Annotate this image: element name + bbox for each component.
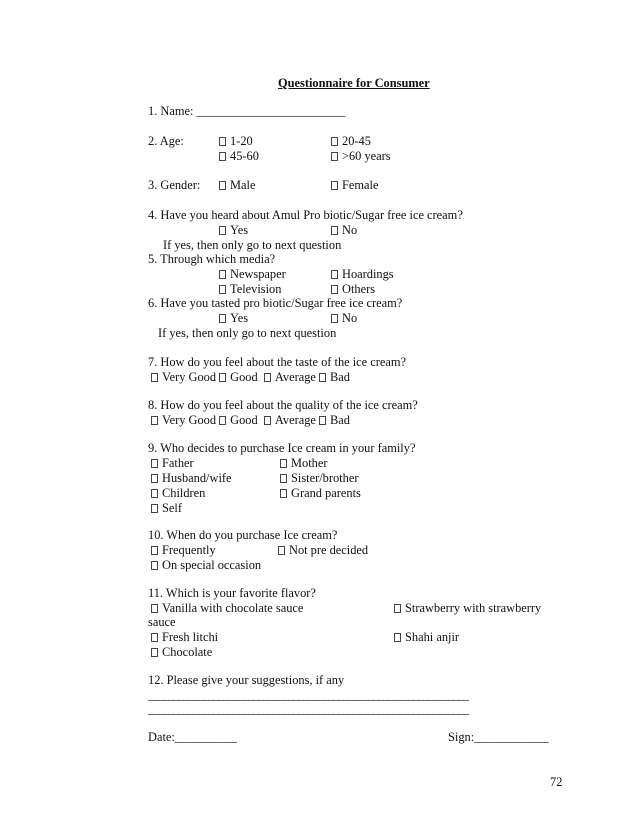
purchase-option-label: Not pre decided: [289, 543, 369, 557]
decider-option-mother[interactable]: [280, 456, 327, 470]
flavor-option-chocolate[interactable]: [151, 645, 212, 659]
quality-options: [151, 413, 350, 427]
decider-option-label: Sister/brother: [291, 471, 359, 485]
checkbox-icon[interactable]: [264, 373, 271, 382]
quality-option-label: Bad: [330, 413, 351, 427]
flavor-option-label: Chocolate: [162, 645, 213, 659]
checkbox-icon[interactable]: [278, 546, 285, 555]
checkbox-icon[interactable]: [280, 474, 287, 483]
checkbox-icon[interactable]: [219, 270, 226, 279]
purchase-option-label: Frequently: [162, 543, 216, 557]
age-option-label: >60 years: [342, 149, 391, 163]
decider-option-self[interactable]: [151, 501, 182, 515]
media-option-label: Television: [230, 282, 282, 296]
checkbox-icon[interactable]: [219, 226, 226, 235]
checkbox-icon[interactable]: [331, 270, 338, 279]
tasted-option-label: Yes: [230, 311, 249, 325]
flavor-option-fresh-litchi[interactable]: [151, 630, 218, 644]
taste-option-very-good[interactable]: [151, 370, 216, 384]
purchase-question-label: 10. When do you purchase Ice cream?: [148, 528, 338, 542]
taste-options: [151, 370, 350, 384]
checkbox-icon[interactable]: [331, 314, 338, 323]
checkbox-icon[interactable]: [264, 416, 271, 425]
decider-option-label: Grand parents: [291, 486, 361, 500]
page-title: Questionnaire for Consumer: [278, 76, 430, 90]
checkbox-icon[interactable]: [280, 489, 287, 498]
purchase-option-frequently[interactable]: [151, 543, 216, 557]
suggestions-line-1[interactable]: ________________________________________________________________: [148, 688, 468, 702]
checkbox-icon[interactable]: [219, 152, 226, 161]
media-question-label: 5. Through which media?: [148, 252, 276, 266]
flavor-option-label: Vanilla with chocolate sauce: [162, 601, 304, 615]
checkbox-icon[interactable]: [151, 373, 158, 382]
age-option-label: 1-20: [230, 134, 253, 148]
decider-option-husband-wife[interactable]: [151, 471, 232, 485]
heard-option-yes[interactable]: [219, 223, 248, 237]
decider-option-label: Husband/wife: [162, 471, 232, 485]
purchase-option-special-occasion[interactable]: [151, 558, 261, 572]
flavor-option-label: Strawberry with strawberry: [405, 601, 542, 615]
checkbox-icon[interactable]: [151, 648, 158, 657]
flavor-option-label: Fresh litchi: [162, 630, 219, 644]
page-number: 72: [550, 775, 563, 789]
checkbox-icon[interactable]: [151, 546, 158, 555]
decider-option-label: Self: [162, 501, 182, 515]
quality-question-label: 8. How do you feel about the quality of the ice cream?: [148, 398, 418, 412]
purchase-option-label: On special occasion: [162, 558, 262, 572]
checkbox-icon[interactable]: [331, 181, 338, 190]
checkbox-icon[interactable]: [331, 152, 338, 161]
gender-option-female[interactable]: [331, 178, 378, 192]
checkbox-icon[interactable]: [331, 226, 338, 235]
quality-option-good[interactable]: [219, 413, 258, 427]
checkbox-icon[interactable]: [219, 314, 226, 323]
sign-field[interactable]: Sign:____________: [448, 730, 549, 744]
checkbox-icon[interactable]: [319, 416, 326, 425]
checkbox-icon[interactable]: [394, 633, 401, 642]
age-option-2[interactable]: [331, 134, 371, 148]
checkbox-icon[interactable]: [151, 633, 158, 642]
flavor-option-vanilla[interactable]: [151, 601, 303, 615]
quality-option-label: Good: [230, 413, 258, 427]
age-option-1[interactable]: [219, 134, 253, 148]
age-option-label: 20-45: [342, 134, 371, 148]
checkbox-icon[interactable]: [319, 373, 326, 382]
taste-option-label: Good: [230, 370, 258, 384]
checkbox-icon[interactable]: [219, 373, 226, 382]
decider-option-label: Children: [162, 486, 206, 500]
gender-option-label: Female: [342, 178, 379, 192]
media-option-label: Hoardings: [342, 267, 394, 281]
checkbox-icon[interactable]: [219, 416, 226, 425]
media-option-television[interactable]: [219, 282, 281, 296]
taste-option-label: Average: [274, 370, 316, 384]
checkbox-icon[interactable]: [219, 285, 226, 294]
checkbox-icon[interactable]: [151, 489, 158, 498]
flavor-option-strawberry[interactable]: [394, 601, 541, 615]
decider-option-sister-brother[interactable]: [280, 471, 358, 485]
checkbox-icon[interactable]: [219, 137, 226, 146]
name-question: 1. Name: ________________________: [148, 104, 346, 118]
gender-question-label: 3. Gender:: [148, 178, 201, 192]
age-option-4[interactable]: [331, 149, 391, 163]
decider-option-father[interactable]: [151, 456, 194, 470]
taste-option-label: Very Good: [162, 370, 217, 384]
date-field[interactable]: Date:__________: [148, 730, 237, 744]
taste-option-good[interactable]: [219, 370, 258, 384]
taste-option-average[interactable]: [264, 370, 316, 384]
media-option-newspaper[interactable]: [219, 267, 286, 281]
decider-option-label: Mother: [291, 456, 328, 470]
flavor-option-shahi-anjir[interactable]: [394, 630, 459, 644]
quality-option-average[interactable]: [264, 413, 316, 427]
media-option-others[interactable]: [331, 282, 375, 296]
age-option-3[interactable]: [219, 149, 259, 163]
checkbox-icon[interactable]: [331, 137, 338, 146]
checkbox-icon[interactable]: [151, 561, 158, 570]
checkbox-icon[interactable]: [219, 181, 226, 190]
checkbox-icon[interactable]: [151, 604, 158, 613]
decider-option-label: Father: [162, 456, 194, 470]
heard-question-label: 4. Have you heard about Amul Pro biotic/Sugar free ice cream?: [148, 208, 463, 222]
decider-option-grand-parents[interactable]: [280, 486, 361, 500]
quality-option-label: Average: [274, 413, 316, 427]
media-option-label: Newspaper: [230, 267, 286, 281]
checkbox-icon[interactable]: [280, 459, 287, 468]
flavor-question-label: 11. Which is your favorite flavor?: [148, 586, 316, 600]
tasted-option-no[interactable]: [331, 311, 357, 325]
flavor-option-wrap-text: sauce: [148, 615, 176, 629]
gender-option-male[interactable]: [219, 178, 255, 192]
quality-option-label: Very Good: [162, 413, 217, 427]
suggestions-line-2[interactable]: ________________________________________________________________: [148, 702, 468, 716]
gender-option-label: Male: [230, 178, 256, 192]
taste-option-bad[interactable]: [319, 370, 350, 384]
media-option-hoardings[interactable]: [331, 267, 394, 281]
heard-option-no[interactable]: [331, 223, 357, 237]
taste-option-label: Bad: [330, 370, 351, 384]
heard-note: If yes, then only go to next question: [163, 238, 342, 252]
decider-option-children[interactable]: [151, 486, 205, 500]
tasted-question-label: 6. Have you tasted pro biotic/Sugar free ice cream?: [148, 296, 403, 310]
checkbox-icon[interactable]: [151, 474, 158, 483]
checkbox-icon[interactable]: [394, 604, 401, 613]
age-question-label: 2. Age:: [148, 134, 184, 148]
taste-question-label: 7. How do you feel about the taste of the ice cream?: [148, 355, 407, 369]
media-option-label: Others: [342, 282, 376, 296]
quality-option-bad[interactable]: [319, 413, 350, 427]
decider-question-label: 9. Who decides to purchase Ice cream in your family?: [148, 441, 416, 455]
tasted-note: If yes, then only go to next question: [158, 326, 337, 340]
checkbox-icon[interactable]: [151, 459, 158, 468]
tasted-option-yes[interactable]: [219, 311, 248, 325]
tasted-option-label: No: [342, 311, 358, 325]
purchase-option-not-pre-decided[interactable]: [278, 543, 368, 557]
checkbox-icon[interactable]: [331, 285, 338, 294]
suggestions-question-label: 12. Please give your suggestions, if any: [148, 673, 345, 687]
heard-option-label: Yes: [230, 223, 249, 237]
age-option-label: 45-60: [230, 149, 259, 163]
checkbox-icon[interactable]: [151, 416, 158, 425]
flavor-option-label: Shahi anjir: [405, 630, 460, 644]
heard-option-label: No: [342, 223, 358, 237]
quality-option-very-good[interactable]: [151, 413, 216, 427]
checkbox-icon[interactable]: [151, 504, 158, 513]
